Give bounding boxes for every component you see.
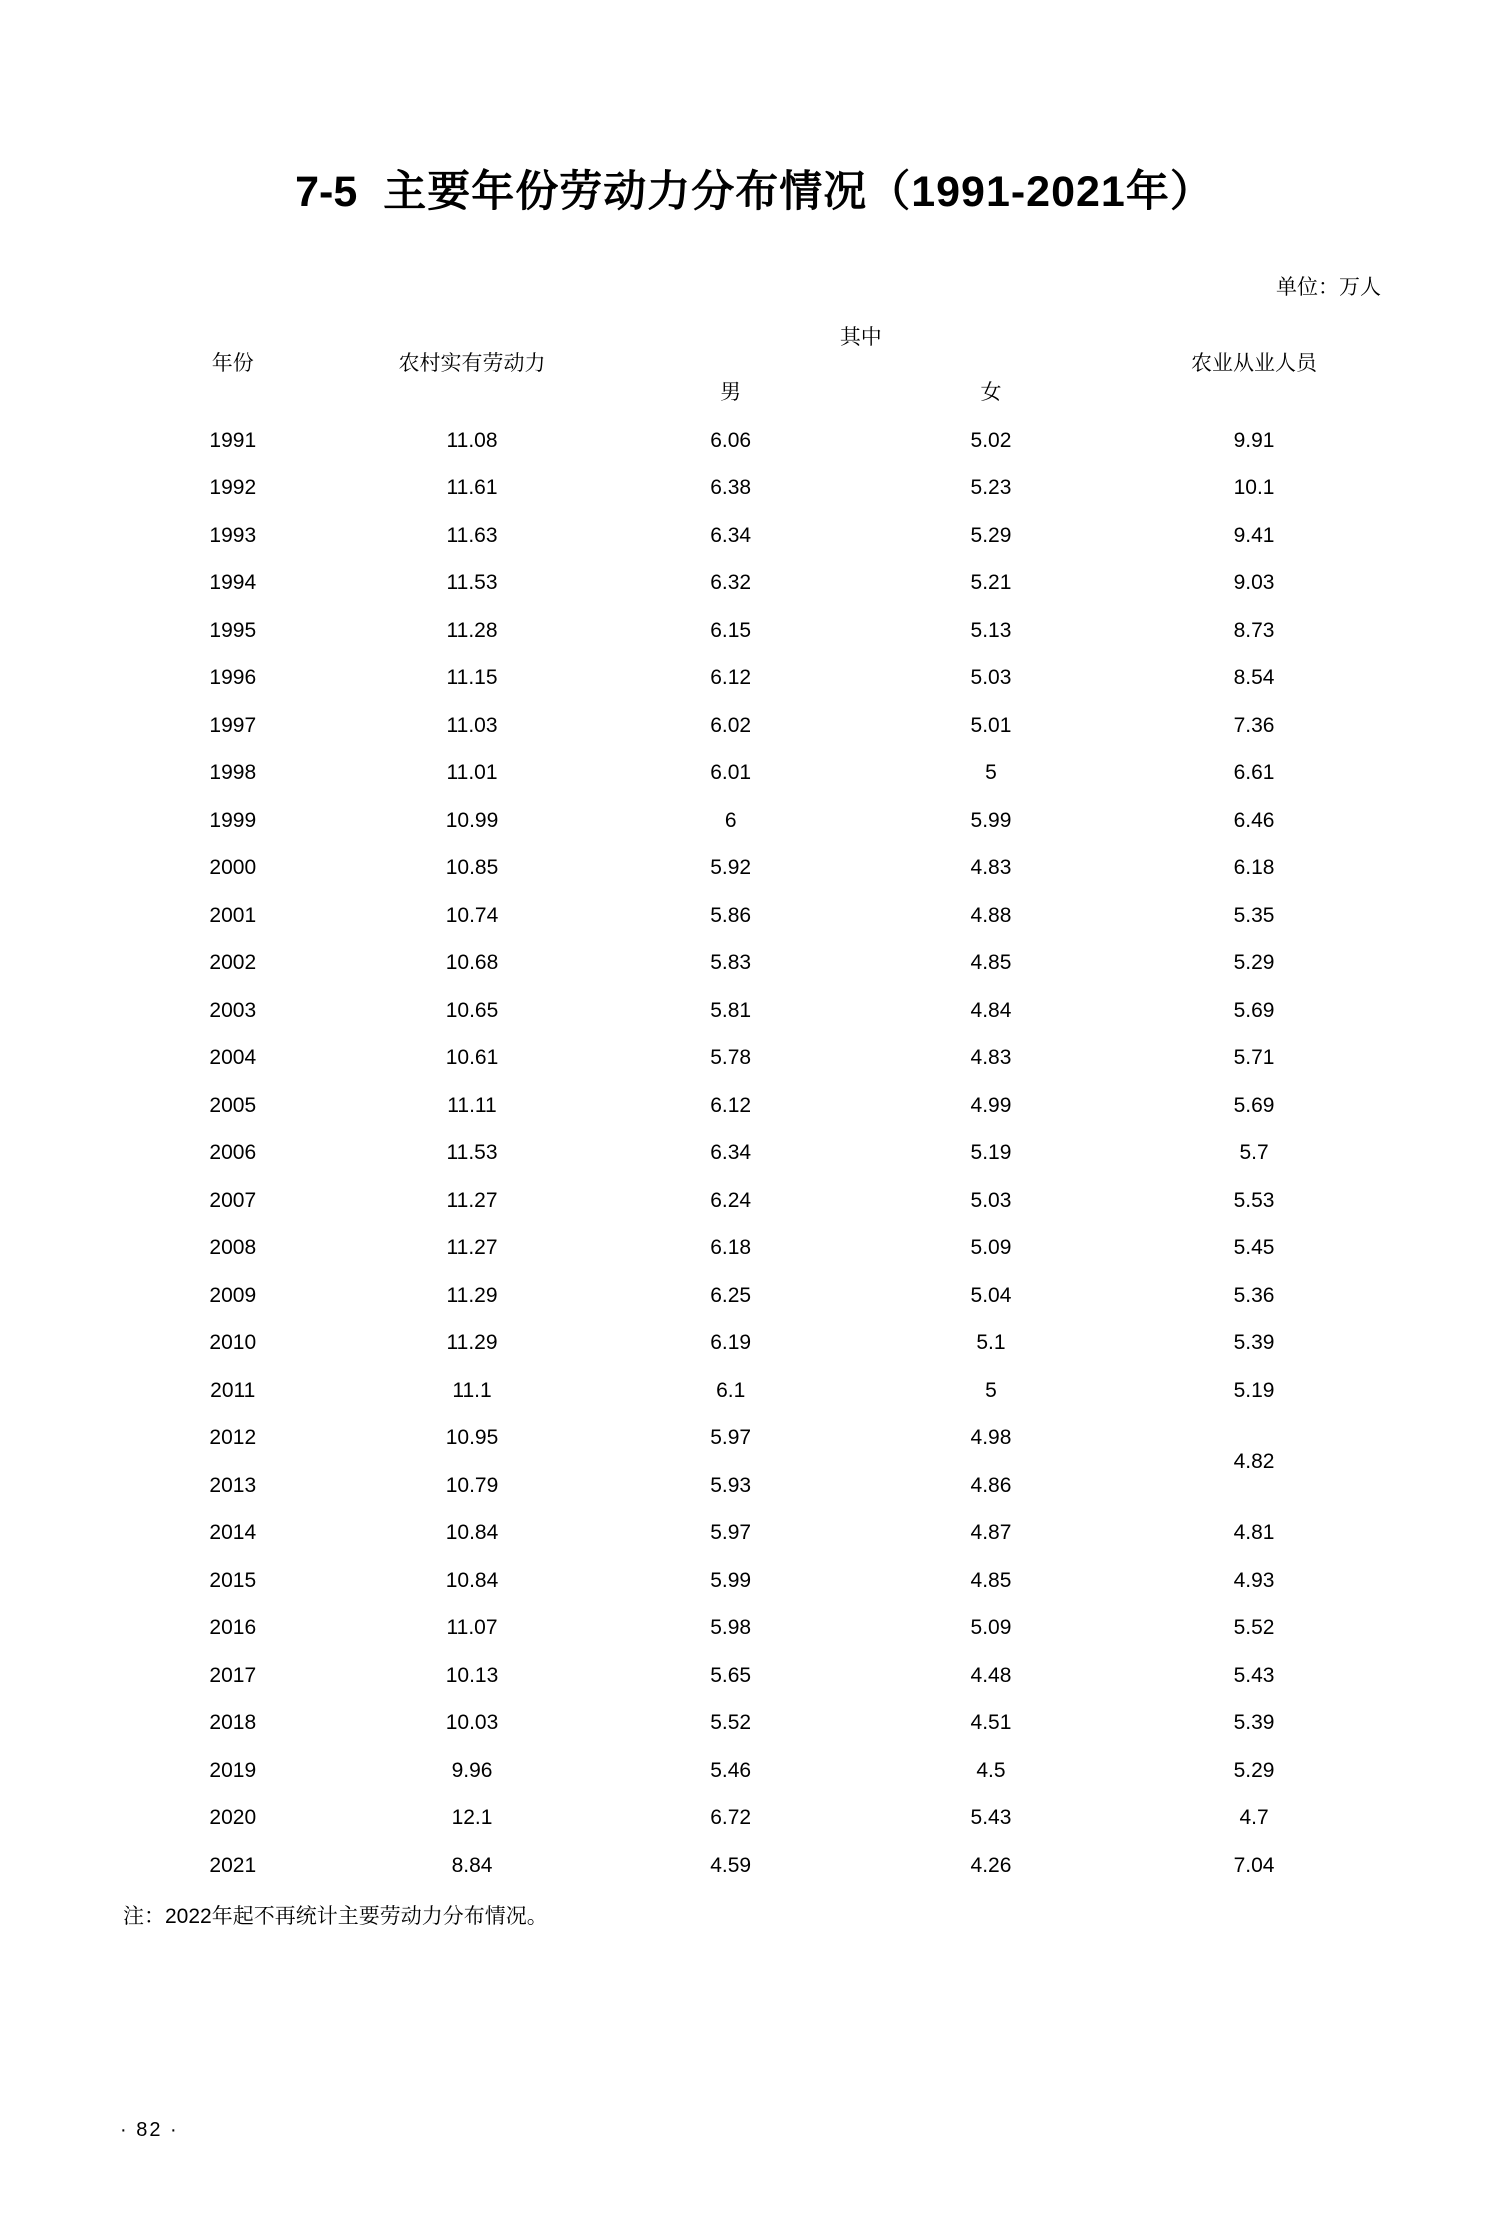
cell-agri-workers: 5.53 [1233,1188,1275,1212]
cell-year: 2013 [209,1473,257,1497]
cell-year: 1993 [209,523,257,547]
cell-female: 4.5 [976,1758,1006,1782]
cell-rural-labor: 11.07 [446,1616,498,1640]
cell-agri-workers: 5.71 [1233,1046,1275,1070]
cell-rural-labor: 11.63 [446,523,498,547]
col-header-of-which: 其中 [839,326,882,349]
cell-male: 6.34 [710,523,752,547]
cell-female: 5.99 [970,808,1012,832]
cell-rural-labor: 8.84 [451,1853,493,1877]
cell-male: 4.59 [710,1853,752,1877]
cell-rural-labor: 10.68 [445,951,499,975]
table-row [122,607,1387,655]
cell-female: 4.83 [970,1046,1012,1070]
cell-rural-labor: 11.27 [446,1236,498,1260]
cell-year: 1997 [209,713,257,737]
unit-label: 单位：万人 [1276,276,1381,299]
cell-agri-workers: 5.35 [1233,903,1275,927]
cell-agri-workers: 5.29 [1233,1758,1275,1782]
cell-female: 5.02 [970,428,1012,452]
table-head [122,307,1387,417]
table-row [122,1557,1387,1605]
table-row [122,940,1387,988]
page-number: · 82 · [120,2119,179,2141]
cell-year: 2021 [209,1853,257,1877]
table-row [122,1700,1387,1748]
cell-agri-workers: 6.61 [1233,761,1275,785]
cell-rural-labor: 10.13 [445,1663,499,1687]
table-row [122,1367,1387,1415]
cell-female: 5.01 [970,713,1012,737]
cell-rural-labor: 11.29 [446,1283,498,1307]
cell-male: 6.02 [710,713,752,737]
cell-rural-labor: 10.84 [445,1521,499,1545]
cell-female: 5.09 [970,1236,1012,1260]
cell-year: 2004 [209,1046,257,1070]
cell-agri-workers: 9.03 [1233,571,1275,595]
cell-year: 2020 [209,1806,257,1830]
cell-female: 4.83 [970,856,1012,880]
cell-agri-workers: 6.18 [1233,856,1275,880]
col-header-year: 年份 [211,352,254,375]
cell-male: 5.78 [710,1046,752,1070]
cell-year: 2016 [209,1616,257,1640]
cell-rural-labor: 10.65 [445,998,499,1022]
cell-female: 5.23 [970,476,1012,500]
cell-female: 5.21 [970,571,1012,595]
cell-female: 5.29 [970,523,1012,547]
cell-rural-labor: 10.95 [445,1426,499,1450]
cell-male: 5.97 [710,1426,752,1450]
cell-agri-workers: 7.36 [1233,713,1275,737]
title-range: （1991-2021年） [867,168,1214,216]
cell-female: 5.04 [970,1283,1012,1307]
cell-agri-workers: 5.36 [1233,1283,1275,1307]
cell-year: 2009 [209,1283,257,1307]
cell-rural-labor: 11.03 [446,713,498,737]
cell-male: 5.86 [710,903,752,927]
cell-year: 2014 [209,1521,257,1545]
cell-female: 5.03 [970,1188,1012,1212]
cell-rural-labor: 11.29 [446,1331,498,1355]
cell-male: 6.18 [710,1236,752,1260]
table-row [122,1177,1387,1225]
cell-male: 6.19 [710,1331,752,1355]
table-note: 注：2022年起不再统计主要劳动力分布情况。 [123,1904,548,1928]
cell-agri-workers: 4.82 [1233,1450,1275,1473]
cell-year: 1991 [209,428,257,452]
cell-male: 5.81 [710,998,752,1022]
cell-year: 2003 [209,998,257,1022]
cell-female: 4.48 [970,1663,1012,1687]
table-row [122,1082,1387,1130]
cell-year: 2002 [209,951,257,975]
cell-male: 5.97 [710,1521,752,1545]
cell-agri-workers: 5.43 [1233,1663,1275,1687]
cell-male: 6.15 [710,618,752,642]
cell-year: 2005 [209,1093,257,1117]
cell-agri-workers: 9.41 [1233,523,1275,547]
table-row [122,512,1387,560]
cell-male: 5.98 [710,1616,752,1640]
table-row [122,1415,1387,1463]
cell-agri-workers: 5.45 [1233,1236,1275,1260]
cell-male: 6.72 [710,1806,752,1830]
cell-male: 6.38 [710,476,752,500]
cell-year: 1994 [209,571,257,595]
cell-rural-labor: 10.85 [445,856,499,880]
cell-female: 4.84 [970,998,1012,1022]
cell-male: 5.46 [710,1758,752,1782]
cell-rural-labor: 11.61 [446,476,498,500]
cell-year: 2017 [209,1663,257,1687]
cell-rural-labor: 11.1 [452,1378,492,1402]
table-row [122,1130,1387,1178]
cell-agri-workers: 9.91 [1233,428,1275,452]
cell-male: 6.06 [710,428,752,452]
cell-female: 5.13 [970,618,1012,642]
cell-female: 4.87 [970,1521,1012,1545]
table-row [122,702,1387,750]
cell-female: 4.86 [970,1473,1012,1497]
title-text: 主要年份劳动力分布情况 [383,168,868,216]
cell-agri-workers: 5.39 [1233,1711,1275,1735]
cell-rural-labor: 10.99 [445,808,499,832]
table-row [122,845,1387,893]
table-row [122,797,1387,845]
cell-male: 6.25 [710,1283,752,1307]
cell-male: 6.12 [710,1093,752,1117]
col-header-female: 女 [980,381,1002,404]
cell-agri-workers: 4.93 [1233,1568,1275,1592]
col-header-agri-workers: 农业从业人员 [1191,352,1318,375]
table-row [122,417,1387,465]
cell-female: 4.85 [970,951,1012,975]
cell-year: 2018 [209,1711,257,1735]
cell-year: 2006 [209,1141,257,1165]
cell-rural-labor: 11.53 [446,1141,498,1165]
cell-male: 6.32 [710,571,752,595]
cell-female: 5.1 [976,1331,1006,1355]
table-row [122,1747,1387,1795]
cell-female: 5.43 [970,1806,1012,1830]
cell-rural-labor: 11.15 [446,666,498,690]
cell-agri-workers: 6.46 [1233,808,1275,832]
page [0,158,1509,2220]
cell-rural-labor: 11.28 [446,618,498,642]
cell-male: 6.1 [716,1378,746,1402]
table-row [122,1510,1387,1558]
cell-male: 5.52 [710,1711,752,1735]
cell-agri-workers: 4.81 [1233,1521,1275,1545]
cell-female: 5.19 [970,1141,1012,1165]
table-row [122,1605,1387,1653]
cell-female: 4.51 [970,1711,1012,1735]
cell-year: 2008 [209,1236,257,1260]
cell-agri-workers: 5.29 [1233,951,1275,975]
cell-agri-workers: 5.19 [1233,1378,1275,1402]
table-row [122,655,1387,703]
cell-year: 1999 [209,808,257,832]
cell-female: 4.98 [970,1426,1012,1450]
cell-agri-workers: 5.69 [1233,1093,1275,1117]
cell-female: 5.09 [970,1616,1012,1640]
cell-agri-workers: 5.69 [1233,998,1275,1022]
table-body [122,417,1387,1890]
cell-year: 1998 [209,761,257,785]
cell-male: 6.12 [710,666,752,690]
cell-agri-workers: 10.1 [1233,476,1275,500]
cell-year: 2011 [210,1378,256,1402]
cell-rural-labor: 11.27 [446,1188,498,1212]
cell-male: 5.83 [710,951,752,975]
cell-male: 6.01 [710,761,752,785]
cell-year: 2012 [209,1426,257,1450]
cell-male: 5.65 [710,1663,752,1687]
cell-agri-workers: 7.04 [1233,1853,1275,1877]
cell-rural-labor: 11.53 [446,571,498,595]
table-row [122,1842,1387,1890]
cell-agri-workers: 8.54 [1233,666,1275,690]
cell-year: 2015 [209,1568,257,1592]
cell-rural-labor: 10.74 [445,903,499,927]
cell-year: 2001 [209,903,257,927]
cell-year: 2010 [209,1331,257,1355]
cell-rural-labor: 10.61 [445,1046,499,1070]
cell-male: 5.92 [710,856,752,880]
cell-rural-labor: 9.96 [451,1758,493,1782]
cell-female: 4.88 [970,903,1012,927]
cell-female: 5 [985,1378,997,1402]
labor-distribution-table [122,307,1387,1890]
table-row [122,560,1387,608]
cell-year: 1995 [209,618,257,642]
table-row [122,1652,1387,1700]
table-row [122,1795,1387,1843]
cell-year: 1992 [209,476,257,500]
col-header-male: 男 [720,381,742,404]
cell-female: 4.26 [970,1853,1012,1877]
cell-agri-workers: 5.39 [1233,1331,1275,1355]
table-row [122,892,1387,940]
table-row [122,987,1387,1035]
table-row [122,1035,1387,1083]
cell-year: 2007 [209,1188,257,1212]
table-row [122,465,1387,513]
cell-agri-workers: 4.7 [1239,1806,1269,1830]
cell-female: 5.03 [970,666,1012,690]
cell-agri-workers: 5.7 [1239,1141,1269,1165]
cell-agri-workers: 5.52 [1233,1616,1275,1640]
page-title [120,158,1389,219]
cell-rural-labor: 10.03 [445,1711,499,1735]
table-row [122,750,1387,798]
cell-rural-labor: 12.1 [451,1806,493,1830]
cell-year: 2000 [209,856,257,880]
cell-female: 4.85 [970,1568,1012,1592]
col-header-rural-labor: 农村实有劳动力 [398,352,546,375]
cell-male: 5.93 [710,1473,752,1497]
cell-female: 4.99 [970,1093,1012,1117]
cell-male: 6.34 [710,1141,752,1165]
cell-rural-labor: 11.08 [446,428,498,452]
cell-agri-workers: 8.73 [1233,618,1275,642]
cell-male: 6 [724,808,737,832]
cell-rural-labor: 11.11 [447,1093,497,1117]
cell-male: 6.24 [710,1188,752,1212]
cell-rural-labor: 10.79 [445,1473,499,1497]
cell-year: 1996 [209,666,257,690]
table-row [122,1320,1387,1368]
table-row [122,1272,1387,1320]
cell-rural-labor: 10.84 [445,1568,499,1592]
cell-female: 5 [985,761,997,785]
title-number: 7-5 [295,168,358,216]
cell-male: 5.99 [710,1568,752,1592]
table-row [122,1225,1387,1273]
cell-year: 2019 [209,1758,257,1782]
cell-rural-labor: 11.01 [446,761,498,785]
